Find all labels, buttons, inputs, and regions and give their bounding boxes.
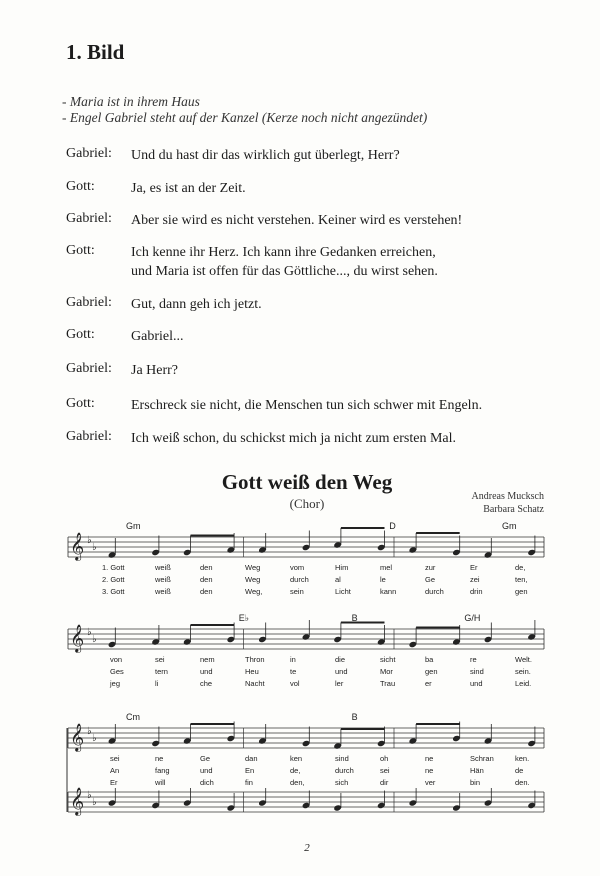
lyric-syllable: ken	[290, 754, 303, 763]
lyric-syllable: de,	[290, 766, 301, 775]
stage-direction-2: - Engel Gabriel steht auf der Kanzel (Kerze noch nicht angezündet)	[62, 110, 428, 125]
lyric-syllable: will	[155, 778, 166, 787]
lyric-syllable: dir	[380, 778, 389, 787]
lyric-syllable: sei	[110, 754, 120, 763]
speaker-label: Gott:	[66, 243, 95, 258]
lyric-syllable: Ge	[425, 575, 436, 584]
lyric-syllable: weiß	[155, 563, 171, 572]
treble-clef: 𝄞	[70, 723, 85, 751]
chord-symbol: Cm	[126, 712, 140, 722]
lyric-syllable: und	[335, 667, 348, 676]
song-title: Gott weiß den Weg	[221, 470, 393, 494]
lyric-syllable: sein	[290, 587, 304, 596]
lyric-syllable: den	[200, 575, 213, 584]
lyric-syllable: sind	[335, 754, 349, 763]
lyric-syllable: und	[200, 766, 213, 775]
dialogue-line: Ja, es ist an der Zeit.	[131, 181, 246, 196]
lyric-syllable: sicht	[380, 655, 396, 664]
lyric-syllable: Hän	[470, 766, 484, 775]
treble-clef: 𝄞	[70, 787, 85, 815]
lyric-syllable: vom	[290, 563, 305, 572]
chord-symbol: D	[389, 521, 396, 531]
lyric-syllable: te	[290, 667, 297, 676]
lyric-syllable: vol	[290, 679, 300, 688]
page-number: 2	[304, 842, 310, 854]
dialogue-line: Aber sie wird es nicht verstehen. Keiner wird es verstehen!	[131, 213, 463, 228]
lyric-syllable: Ge	[200, 754, 211, 763]
lyric-syllable: weiß	[155, 587, 171, 596]
lyric-syllable: ver	[425, 778, 436, 787]
flat-sign: ♭	[87, 790, 92, 801]
lyric-syllable: Schran	[470, 754, 494, 763]
lyric-syllable: dan	[245, 754, 258, 763]
lyric-syllable: Heu	[245, 667, 259, 676]
lyric-syllable: durch	[425, 587, 444, 596]
dialogue-line: Gabriel...	[131, 329, 184, 344]
flat-sign: ♭	[87, 535, 92, 546]
lyric-syllable: und	[200, 667, 213, 676]
lyric-syllable: le	[380, 575, 386, 584]
lyric-syllable: mel	[380, 563, 393, 572]
lyric-syllable: Leid.	[515, 679, 532, 688]
lyric-syllable: re	[470, 655, 477, 664]
lyric-syllable: Er	[110, 778, 118, 787]
lyric-syllable: ne	[425, 766, 434, 775]
stage-direction-1: - Maria ist in ihrem Haus	[62, 94, 200, 109]
lyric-syllable: sich	[335, 778, 349, 787]
lyric-syllable: de	[515, 766, 524, 775]
speaker-label: Gott:	[66, 327, 95, 342]
lyric-syllable: li	[155, 679, 159, 688]
lyric-syllable: gen	[515, 587, 528, 596]
lyric-syllable: und	[470, 679, 483, 688]
chord-symbol: Gm	[126, 521, 141, 531]
dialogue-line: Ich kenne ihr Herz. Ich kann ihre Gedanken erreichen,	[131, 245, 436, 260]
song-credit: Barbara Schatz	[483, 504, 544, 515]
lyric-syllable: Thron	[245, 655, 265, 664]
lyric-syllable: Nacht	[245, 679, 265, 688]
dialogue-line: Ja Herr?	[131, 363, 179, 378]
lyric-syllable: den.	[515, 778, 530, 787]
flat-sign: ♭	[92, 634, 97, 645]
lyric-syllable: drin	[470, 587, 483, 596]
lyric-syllable: gen	[425, 667, 438, 676]
chord-symbol: G/H	[464, 613, 481, 623]
lyric-syllable: ba	[425, 655, 434, 664]
lyric-syllable: den	[200, 563, 213, 572]
lyric-syllable: Trau	[380, 679, 396, 688]
lyric-syllable: oh	[380, 754, 389, 763]
chord-symbol: B	[351, 712, 358, 722]
speaker-label: Gabriel:	[66, 295, 112, 310]
treble-clef: 𝄞	[70, 624, 85, 652]
lyric-syllable: tern	[155, 667, 168, 676]
lyric-syllable: ne	[425, 754, 434, 763]
lyric-syllable: durch	[335, 766, 354, 775]
lyric-syllable: An	[110, 766, 120, 775]
treble-clef: 𝄞	[70, 532, 85, 560]
lyric-syllable: ler	[335, 679, 344, 688]
speaker-label: Gott:	[66, 179, 95, 194]
speaker-label: Gabriel:	[66, 211, 112, 226]
chord-symbol: E♭	[238, 613, 250, 623]
lyric-syllable: von	[110, 655, 123, 664]
lyric-syllable: Mor	[380, 667, 393, 676]
lyric-syllable: Weg	[245, 575, 261, 584]
flat-sign: ♭	[92, 542, 97, 553]
lyric-syllable: ne	[155, 754, 164, 763]
lyric-syllable: 2. Gott	[102, 575, 125, 584]
lyric-syllable: in	[290, 655, 296, 664]
lyric-syllable: Him	[335, 563, 349, 572]
flat-sign: ♭	[87, 726, 92, 737]
lyric-syllable: sei	[380, 766, 390, 775]
lyric-syllable: jeg	[110, 679, 121, 688]
lyric-syllable: fang	[155, 766, 170, 775]
chord-symbol: Gm	[502, 521, 517, 531]
lyric-syllable: nem	[200, 655, 215, 664]
lyric-syllable: Weg	[245, 563, 261, 572]
lyric-syllable: den,	[290, 778, 305, 787]
lyric-syllable: ten,	[515, 575, 528, 584]
dialogue-line: Gut, dann geh ich jetzt.	[131, 297, 262, 312]
speaker-label: Gott:	[66, 396, 95, 411]
lyric-syllable: zei	[470, 575, 480, 584]
lyric-syllable: Er	[470, 563, 478, 572]
flat-sign: ♭	[87, 627, 92, 638]
speaker-label: Gabriel:	[66, 429, 112, 444]
lyric-syllable: Ges	[110, 667, 124, 676]
lyric-syllable: kann	[380, 587, 397, 596]
lyric-syllable: sei	[155, 655, 165, 664]
lyric-syllable: ken.	[515, 754, 530, 763]
dialogue-line: Erschreck sie nicht, die Menschen tun sich schwer mit Engeln.	[131, 398, 483, 413]
chord-symbol: B	[351, 613, 358, 623]
lyric-syllable: 1. Gott	[102, 563, 125, 572]
lyric-syllable: Weg,	[245, 587, 263, 596]
lyric-syllable: den	[200, 587, 213, 596]
lyric-syllable: bin	[470, 778, 481, 787]
lyric-syllable: al	[335, 575, 341, 584]
speaker-label: Gabriel:	[66, 361, 112, 376]
lyric-syllable: Licht	[335, 587, 351, 596]
lyric-syllable: er	[425, 679, 432, 688]
lyric-syllable: die	[335, 655, 346, 664]
song-subtitle: (Chor)	[289, 496, 325, 511]
lyric-syllable: 3. Gott	[102, 587, 125, 596]
lyric-syllable: weiß	[155, 575, 171, 584]
scene-heading: 1. Bild	[66, 40, 125, 64]
lyric-syllable: durch	[290, 575, 309, 584]
lyric-syllable: dich	[200, 778, 214, 787]
flat-sign: ♭	[92, 797, 97, 808]
lyric-syllable: Welt.	[515, 655, 532, 664]
speaker-label: Gabriel:	[66, 146, 112, 161]
lyric-syllable: che	[200, 679, 213, 688]
lyric-syllable: de,	[515, 563, 526, 572]
dialogue-line: und Maria ist offen für das Göttliche..., du wirst sehen.	[131, 264, 438, 279]
flat-sign: ♭	[92, 733, 97, 744]
lyric-syllable: sein.	[515, 667, 531, 676]
lyric-syllable: En	[245, 766, 255, 775]
dialogue-line: Ich weiß schon, du schickst mich ja nicht zum ersten Mal.	[131, 431, 457, 446]
lyric-syllable: sind	[470, 667, 484, 676]
dialogue-line: Und du hast dir das wirklich gut überlegt, Herr?	[131, 148, 400, 163]
lyric-syllable: fin	[245, 778, 253, 787]
song-credit: Andreas Mucksch	[471, 491, 544, 502]
lyric-syllable: zur	[425, 563, 436, 572]
